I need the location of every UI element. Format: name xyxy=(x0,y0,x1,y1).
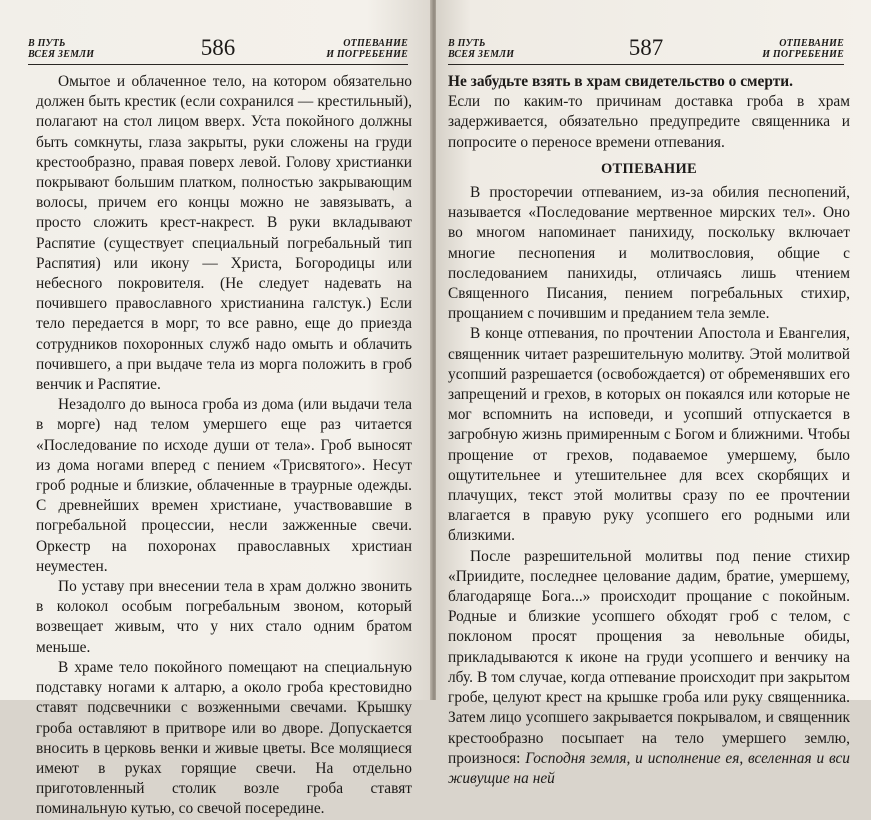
right-running-head xyxy=(448,34,844,65)
rh-line: ВСЕЯ ЗЕМЛИ xyxy=(28,49,95,60)
paragraph: В просторечии отпеванием, из-за обилия песнопений, называется «Последование мертвенное мирских тел». Оно во многом напоминает панихиду, поскольку включает многие песнопения и молитвословия, общие с последованием панихиды, отличаясь лишь чтением Священного Писания, пением погребальных стихир, прощанием с почившим и преданием тела земле. xyxy=(448,184,850,323)
left-running-head-chapter xyxy=(326,38,408,60)
left-page-number: 586 xyxy=(200,35,236,60)
paragraph: В храме тело покойного помещают на специальную подставку ногами к алтарю, а около гроба крестовидно ставят подсвечники с возженными свечами. Крышку гроба оставляют в притворе или во дворе. Допускается вносить в церковь венки и живые цветы. Все молящиеся имеют в руках горящие свечи. На отдельно приготовленный столик возле гроба ставят поминальную кутью, со свечой посередине. xyxy=(36,658,412,818)
paragraph: По уставу при внесении тела в храм должно звонить в колокол особым погребальным звоном, который возвещает живым, что у них стало одним братом меньше. xyxy=(36,578,412,656)
rh-line: ОТПЕВАНИЕ xyxy=(343,38,408,49)
left-body-text xyxy=(36,72,412,820)
rh-line: ВСЕЯ ЗЕМЛИ xyxy=(448,49,515,60)
left-page xyxy=(0,0,432,818)
paragraph: Если по каким-то причинам доставка гроба в храм задерживается, обязательно предупредите священника и попросите о переносе времени отпевания. xyxy=(448,93,850,151)
paragraph: В конце отпевания, по прочтении Апостола и Евангелия, священник читает разрешительную молитву. Этой молитвой усопший разрешается (освобождается) от обременявших его запрещений и грехов, в которых он покаялся или которые не мог вспомнить на исповеди, и усопший отпускается в загробную жизнь примиренным с Богом и ближними. Чтобы прощение от грехов, подаваемое умершему, было ощутительнее и утешительнее для всех скорбящих и плачущих, текст этой молитвы сразу по ее прочтении влагается в правую руку усопшего его родными или близкими. xyxy=(448,325,850,545)
left-running-head xyxy=(28,34,408,65)
rh-line: И ПОГРЕБЕНИЕ xyxy=(326,49,408,60)
rh-line: В ПУТЬ xyxy=(448,38,486,49)
rh-line: И ПОГРЕБЕНИЕ xyxy=(762,49,844,60)
section-heading: ОТПЕВАНИЕ xyxy=(600,160,698,177)
death-certificate-note: Не забудьте взять в храм свидетельство о смерти. xyxy=(448,73,794,90)
paragraph: Омытое и облаченное тело, на котором обязательно должен быть крестик (если сохранился — крестильный), полагают на стол лицом вверх. Уста покойного должны быть сомкнуты, глаза закрыты, руки сложены на груди крестообразно, правая поверх левой. Голову христианки покрывают большим платком, полностью закрывающим волосы, причем его концы можно не завязывать, а просто сложить крест-накрест. В руки вкладывают Распятие (существует специальный погребальный тип Распятия) или икону — Христа, Богородицы или небесного покровителя. (Не следует надевать на почившего православного христианина галстук.) Если тело передается в морг, то все равно, еще до приезда сотрудников похоронных служб надо омыть и облачить почившего, а при выдаче тела из морга положить в гроб венчик и Распятие. xyxy=(36,73,412,394)
right-page-number: 587 xyxy=(628,35,664,60)
rh-line: В ПУТЬ xyxy=(28,38,66,49)
paragraph-text: После разрешительной молитвы под пение стихир «Приидите, последнее целование дадим, братие, умершему, благодаряще Бога...» происходит прощание с покойным. Родные и близкие усопшего обходят гроб с телом, с поклоном просят прощения за невольные обиды, прикладываются к иконе на груди усопшего и венчику на лбу. В том случае, когда отпевание происходит при закрытом гробе, целуют крест на крышке гроба или руку священника. Затем лицо усопшего закрывается покрывалом, и священник крестообразно посыпает на тело умершего землю, произнося: xyxy=(448,547,850,767)
right-running-head-chapter xyxy=(762,38,844,60)
paragraph: Незадолго до выноса гроба из дома (или выдачи тела в морге) над телом умершего еще раз читается «Последование по исходе души от тела». Гроб выносят из дома ногами вперед с пением «Трисвятого». Несут гроб родные и близкие, облаченные в траурные одежды. С древнейших времен христиане, участвовавшие в погребальной процессии, несли зажженные свечи. Оркестр на похоронах православных христиан неуместен. xyxy=(36,396,412,575)
rh-line: ОТПЕВАНИЕ xyxy=(779,38,844,49)
psalm-quote: Господня земля, и исполнение ея, вселенная и вси живущие на ней xyxy=(448,749,850,787)
right-body-text xyxy=(448,72,850,789)
right-page xyxy=(436,0,871,787)
paragraph xyxy=(448,547,850,789)
